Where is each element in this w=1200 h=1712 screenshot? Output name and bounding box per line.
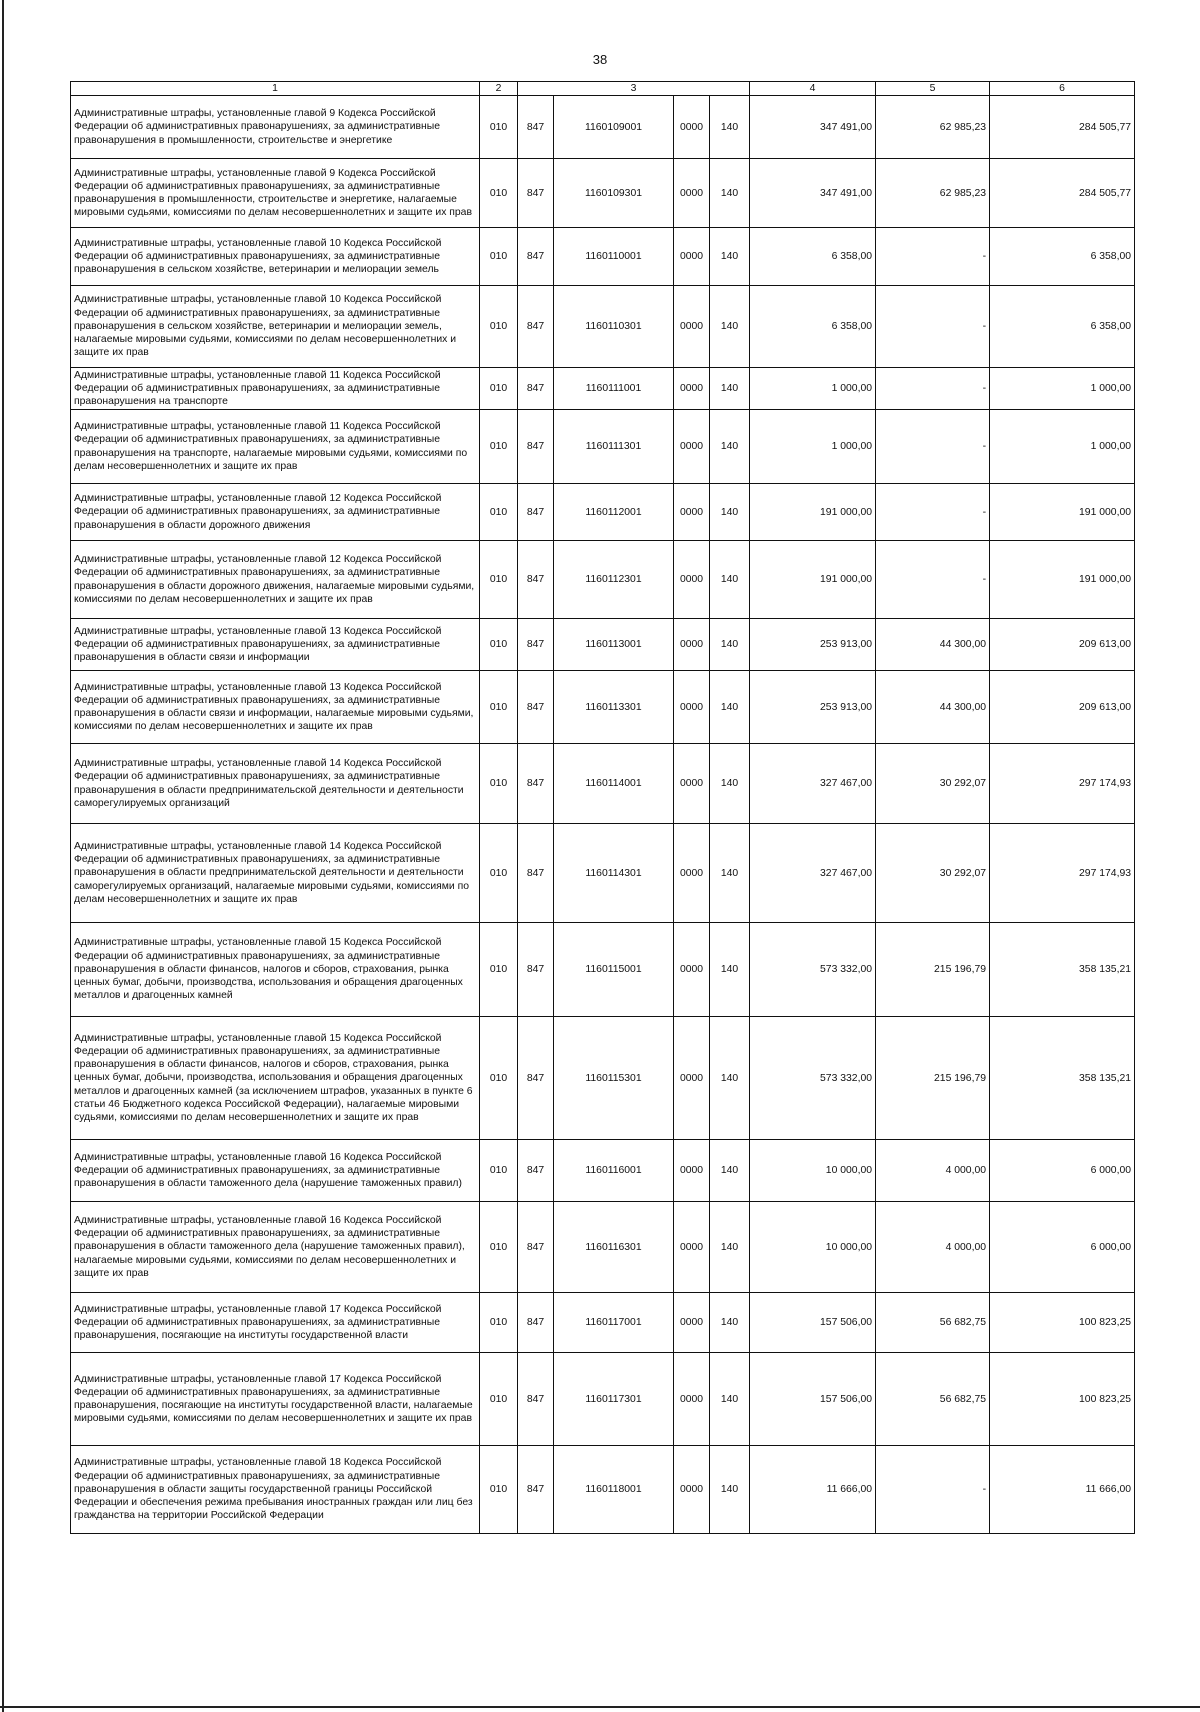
line-code: 010 — [480, 484, 518, 541]
row-description: Административные штрафы, установленные главой 11 Кодекса Российской Федерации об административных правонарушениях, за административные правонарушения на транспорте, налагаемые мировыми судьями, комиссиями по делам несовершеннолетних и защите их прав — [71, 410, 480, 484]
row-description: Административные штрафы, установленные главой 13 Кодекса Российской Федерации об административных правонарушениях, за административные правонарушения в области связи и информации — [71, 619, 480, 671]
not-executed-amount: 297 174,93 — [990, 824, 1135, 923]
table-row — [71, 368, 1135, 410]
column-header-row — [71, 82, 1135, 96]
table-row — [71, 484, 1135, 541]
admin-code: 847 — [518, 824, 554, 923]
admin-code: 847 — [518, 484, 554, 541]
approved-amount: 11 666,00 — [750, 1446, 876, 1534]
executed-amount: - — [876, 368, 990, 410]
executed-amount: 4 000,00 — [876, 1140, 990, 1202]
column-header: 1 — [71, 82, 480, 96]
row-description: Административные штрафы, установленные главой 17 Кодекса Российской Федерации об административных правонарушениях, за административные правонарушения, посягающие на институты государственной власти — [71, 1293, 480, 1353]
program-code: 0000 — [674, 671, 710, 744]
executed-amount: 56 682,75 — [876, 1353, 990, 1446]
not-executed-amount: 6 358,00 — [990, 286, 1135, 368]
kbk-code: 1160115301 — [554, 1017, 674, 1140]
approved-amount: 6 358,00 — [750, 286, 876, 368]
kbk-code: 1160116301 — [554, 1202, 674, 1293]
executed-amount: - — [876, 410, 990, 484]
executed-amount: 44 300,00 — [876, 671, 990, 744]
admin-code: 847 — [518, 1140, 554, 1202]
program-code: 0000 — [674, 484, 710, 541]
program-code: 0000 — [674, 286, 710, 368]
admin-code: 847 — [518, 619, 554, 671]
program-code: 0000 — [674, 96, 710, 159]
scan-edge-bottom — [0, 1706, 1200, 1708]
admin-code: 847 — [518, 159, 554, 228]
line-code: 010 — [480, 228, 518, 286]
not-executed-amount: 191 000,00 — [990, 541, 1135, 619]
kbk-code: 1160110301 — [554, 286, 674, 368]
line-code: 010 — [480, 1293, 518, 1353]
executed-amount: - — [876, 541, 990, 619]
not-executed-amount: 100 823,25 — [990, 1353, 1135, 1446]
approved-amount: 6 358,00 — [750, 228, 876, 286]
not-executed-amount: 11 666,00 — [990, 1446, 1135, 1534]
kosgu-code: 140 — [710, 1446, 750, 1534]
table-row — [71, 410, 1135, 484]
program-code: 0000 — [674, 541, 710, 619]
table-row — [71, 923, 1135, 1017]
admin-code: 847 — [518, 1202, 554, 1293]
kbk-code: 1160117001 — [554, 1293, 674, 1353]
admin-code: 847 — [518, 286, 554, 368]
line-code: 010 — [480, 1017, 518, 1140]
kbk-code: 1160112301 — [554, 541, 674, 619]
admin-code: 847 — [518, 1293, 554, 1353]
kosgu-code: 140 — [710, 1293, 750, 1353]
program-code: 0000 — [674, 619, 710, 671]
program-code: 0000 — [674, 1293, 710, 1353]
line-code: 010 — [480, 410, 518, 484]
admin-code: 847 — [518, 368, 554, 410]
kosgu-code: 140 — [710, 824, 750, 923]
not-executed-amount: 358 135,21 — [990, 1017, 1135, 1140]
approved-amount: 157 506,00 — [750, 1293, 876, 1353]
row-description: Административные штрафы, установленные главой 9 Кодекса Российской Федерации об административных правонарушениях, за административные правонарушения в промышленности, строительстве и энергетике, налагаемые мировыми судьями, комиссиями по делам несовершеннолетних и защите их прав — [71, 159, 480, 228]
approved-amount: 10 000,00 — [750, 1202, 876, 1293]
row-description: Административные штрафы, установленные главой 9 Кодекса Российской Федерации об административных правонарушениях, за административные правонарушения в промышленности, строительстве и энергетике — [71, 96, 480, 159]
row-description: Административные штрафы, установленные главой 15 Кодекса Российской Федерации об административных правонарушениях, за административные правонарушения в области финансов, налогов и сборов, страхования, рынка ценных бумаг, добычи, производства, использования и обращения драгоценных металлов и драгоценных камней (за исключением штрафов, указанных в пункте 6 статьи 46 Бюджетного кодекса Российской Федерации), налагаемые мировыми судьями, комиссиями по делам несовершеннолетних и защите их прав — [71, 1017, 480, 1140]
row-description: Административные штрафы, установленные главой 10 Кодекса Российской Федерации об административных правонарушениях, за административные правонарушения в сельском хозяйстве, ветеринарии и мелиорации земель — [71, 228, 480, 286]
admin-code: 847 — [518, 1446, 554, 1534]
kosgu-code: 140 — [710, 1140, 750, 1202]
line-code: 010 — [480, 286, 518, 368]
row-description: Административные штрафы, установленные главой 16 Кодекса Российской Федерации об административных правонарушениях, за административные правонарушения в области таможенного дела (нарушение таможенных правил) — [71, 1140, 480, 1202]
admin-code: 847 — [518, 541, 554, 619]
admin-code: 847 — [518, 1017, 554, 1140]
line-code: 010 — [480, 368, 518, 410]
admin-code: 847 — [518, 1353, 554, 1446]
kosgu-code: 140 — [710, 228, 750, 286]
executed-amount: 30 292,07 — [876, 744, 990, 824]
approved-amount: 327 467,00 — [750, 744, 876, 824]
kbk-code: 1160109301 — [554, 159, 674, 228]
not-executed-amount: 1 000,00 — [990, 368, 1135, 410]
column-header: 3 — [518, 82, 750, 96]
executed-amount: - — [876, 484, 990, 541]
line-code: 010 — [480, 1202, 518, 1293]
program-code: 0000 — [674, 1446, 710, 1534]
approved-amount: 1 000,00 — [750, 410, 876, 484]
approved-amount: 347 491,00 — [750, 96, 876, 159]
table-row — [71, 1293, 1135, 1353]
scan-edge-left — [2, 0, 4, 1712]
not-executed-amount: 191 000,00 — [990, 484, 1135, 541]
line-code: 010 — [480, 1446, 518, 1534]
program-code: 0000 — [674, 744, 710, 824]
approved-amount: 157 506,00 — [750, 1353, 876, 1446]
admin-code: 847 — [518, 410, 554, 484]
executed-amount: - — [876, 228, 990, 286]
kosgu-code: 140 — [710, 1017, 750, 1140]
approved-amount: 253 913,00 — [750, 671, 876, 744]
not-executed-amount: 100 823,25 — [990, 1293, 1135, 1353]
table-row — [71, 1202, 1135, 1293]
kosgu-code: 140 — [710, 744, 750, 824]
approved-amount: 10 000,00 — [750, 1140, 876, 1202]
executed-amount: 62 985,23 — [876, 159, 990, 228]
kosgu-code: 140 — [710, 159, 750, 228]
kosgu-code: 140 — [710, 96, 750, 159]
line-code: 010 — [480, 671, 518, 744]
admin-code: 847 — [518, 923, 554, 1017]
not-executed-amount: 209 613,00 — [990, 671, 1135, 744]
kosgu-code: 140 — [710, 923, 750, 1017]
executed-amount: - — [876, 1446, 990, 1534]
line-code: 010 — [480, 744, 518, 824]
table-row — [71, 1017, 1135, 1140]
kosgu-code: 140 — [710, 484, 750, 541]
program-code: 0000 — [674, 1140, 710, 1202]
program-code: 0000 — [674, 1017, 710, 1140]
row-description: Административные штрафы, установленные главой 11 Кодекса Российской Федерации об административных правонарушениях, за административные правонарушения на транспорте — [71, 368, 480, 410]
table-row — [71, 159, 1135, 228]
kbk-code: 1160111301 — [554, 410, 674, 484]
approved-amount: 191 000,00 — [750, 484, 876, 541]
row-description: Административные штрафы, установленные главой 17 Кодекса Российской Федерации об административных правонарушениях, за административные правонарушения, посягающие на институты государственной власти, налагаемые мировыми судьями, комиссиями по делам несовершеннолетних и защите их прав — [71, 1353, 480, 1446]
approved-amount: 573 332,00 — [750, 1017, 876, 1140]
line-code: 010 — [480, 923, 518, 1017]
not-executed-amount: 6 000,00 — [990, 1202, 1135, 1293]
approved-amount: 573 332,00 — [750, 923, 876, 1017]
kbk-code: 1160109001 — [554, 96, 674, 159]
executed-amount: 62 985,23 — [876, 96, 990, 159]
line-code: 010 — [480, 619, 518, 671]
not-executed-amount: 209 613,00 — [990, 619, 1135, 671]
column-header: 5 — [876, 82, 990, 96]
table-row — [71, 1446, 1135, 1534]
kbk-code: 1160112001 — [554, 484, 674, 541]
approved-amount: 253 913,00 — [750, 619, 876, 671]
kosgu-code: 140 — [710, 671, 750, 744]
kbk-code: 1160114001 — [554, 744, 674, 824]
table-row — [71, 228, 1135, 286]
program-code: 0000 — [674, 824, 710, 923]
program-code: 0000 — [674, 410, 710, 484]
page-number: 38 — [592, 52, 608, 67]
kosgu-code: 140 — [710, 368, 750, 410]
kosgu-code: 140 — [710, 541, 750, 619]
line-code: 010 — [480, 1140, 518, 1202]
admin-code: 847 — [518, 744, 554, 824]
admin-code: 847 — [518, 671, 554, 744]
column-header: 4 — [750, 82, 876, 96]
kbk-code: 1160114301 — [554, 824, 674, 923]
kbk-code: 1160113001 — [554, 619, 674, 671]
executed-amount: 4 000,00 — [876, 1202, 990, 1293]
program-code: 0000 — [674, 1353, 710, 1446]
kosgu-code: 140 — [710, 286, 750, 368]
program-code: 0000 — [674, 368, 710, 410]
program-code: 0000 — [674, 1202, 710, 1293]
table-row — [71, 1353, 1135, 1446]
row-description: Административные штрафы, установленные главой 16 Кодекса Российской Федерации об административных правонарушениях, за административные правонарушения в области таможенного дела (нарушение таможенных правил), налагаемые мировыми судьями, комиссиями по делам несовершеннолетних и защите их прав — [71, 1202, 480, 1293]
executed-amount: 44 300,00 — [876, 619, 990, 671]
row-description: Административные штрафы, установленные главой 13 Кодекса Российской Федерации об административных правонарушениях, за административные правонарушения в области связи и информации, налагаемые мировыми судьями, комиссиями по делам несовершеннолетних и защите их прав — [71, 671, 480, 744]
not-executed-amount: 358 135,21 — [990, 923, 1135, 1017]
row-description: Административные штрафы, установленные главой 10 Кодекса Российской Федерации об административных правонарушениях, за административные правонарушения в сельском хозяйстве, ветеринарии и мелиорации земель, налагаемые мировыми судьями, комиссиями по делам несовершеннолетних и защите их прав — [71, 286, 480, 368]
column-header: 2 — [480, 82, 518, 96]
table-row — [71, 671, 1135, 744]
not-executed-amount: 297 174,93 — [990, 744, 1135, 824]
executed-amount: 215 196,79 — [876, 923, 990, 1017]
table-row — [71, 744, 1135, 824]
not-executed-amount: 1 000,00 — [990, 410, 1135, 484]
kosgu-code: 140 — [710, 1353, 750, 1446]
kosgu-code: 140 — [710, 619, 750, 671]
table-row — [71, 541, 1135, 619]
approved-amount: 191 000,00 — [750, 541, 876, 619]
kosgu-code: 140 — [710, 1202, 750, 1293]
admin-code: 847 — [518, 96, 554, 159]
table-row — [71, 96, 1135, 159]
approved-amount: 1 000,00 — [750, 368, 876, 410]
executed-amount: 215 196,79 — [876, 1017, 990, 1140]
table-row — [71, 286, 1135, 368]
kbk-code: 1160116001 — [554, 1140, 674, 1202]
program-code: 0000 — [674, 159, 710, 228]
approved-amount: 347 491,00 — [750, 159, 876, 228]
line-code: 010 — [480, 824, 518, 923]
line-code: 010 — [480, 541, 518, 619]
executed-amount: - — [876, 286, 990, 368]
kbk-code: 1160118001 — [554, 1446, 674, 1534]
executed-amount: 30 292,07 — [876, 824, 990, 923]
budget-report-table — [70, 81, 1135, 1534]
row-description: Административные штрафы, установленные главой 14 Кодекса Российской Федерации об административных правонарушениях, за административные правонарушения в области предпринимательской деятельности и деятельности саморегулируемых организаций — [71, 744, 480, 824]
kosgu-code: 140 — [710, 410, 750, 484]
program-code: 0000 — [674, 228, 710, 286]
line-code: 010 — [480, 96, 518, 159]
kbk-code: 1160115001 — [554, 923, 674, 1017]
row-description: Административные штрафы, установленные главой 15 Кодекса Российской Федерации об административных правонарушениях, за административные правонарушения в области финансов, налогов и сборов, страхования, рынка ценных бумаг, добычи, производства, использования и обращения драгоценных металлов и драгоценных камней — [71, 923, 480, 1017]
kbk-code: 1160113301 — [554, 671, 674, 744]
not-executed-amount: 284 505,77 — [990, 159, 1135, 228]
row-description: Административные штрафы, установленные главой 18 Кодекса Российской Федерации об административных правонарушениях, за административные правонарушения в области защиты государственной границы Российской Федерации и обеспечения режима пребывания иностранных граждан или лиц без гражданства на территории Российской Федерации — [71, 1446, 480, 1534]
row-description: Административные штрафы, установленные главой 12 Кодекса Российской Федерации об административных правонарушениях, за административные правонарушения в области дорожного движения, налагаемые мировыми судьями, комиссиями по делам несовершеннолетних и защите их прав — [71, 541, 480, 619]
table-row — [71, 1140, 1135, 1202]
admin-code: 847 — [518, 228, 554, 286]
row-description: Административные штрафы, установленные главой 14 Кодекса Российской Федерации об административных правонарушениях, за административные правонарушения в области предпринимательской деятельности и деятельности саморегулируемых организаций, налагаемые мировыми судьями, комиссиями по делам несовершеннолетних и защите их прав — [71, 824, 480, 923]
not-executed-amount: 6 000,00 — [990, 1140, 1135, 1202]
program-code: 0000 — [674, 923, 710, 1017]
table-row — [71, 824, 1135, 923]
not-executed-amount: 6 358,00 — [990, 228, 1135, 286]
table-row — [71, 619, 1135, 671]
not-executed-amount: 284 505,77 — [990, 96, 1135, 159]
approved-amount: 327 467,00 — [750, 824, 876, 923]
column-header: 6 — [990, 82, 1135, 96]
line-code: 010 — [480, 159, 518, 228]
executed-amount: 56 682,75 — [876, 1293, 990, 1353]
kbk-code: 1160111001 — [554, 368, 674, 410]
kbk-code: 1160117301 — [554, 1353, 674, 1446]
line-code: 010 — [480, 1353, 518, 1446]
kbk-code: 1160110001 — [554, 228, 674, 286]
row-description: Административные штрафы, установленные главой 12 Кодекса Российской Федерации об административных правонарушениях, за административные правонарушения в области дорожного движения — [71, 484, 480, 541]
